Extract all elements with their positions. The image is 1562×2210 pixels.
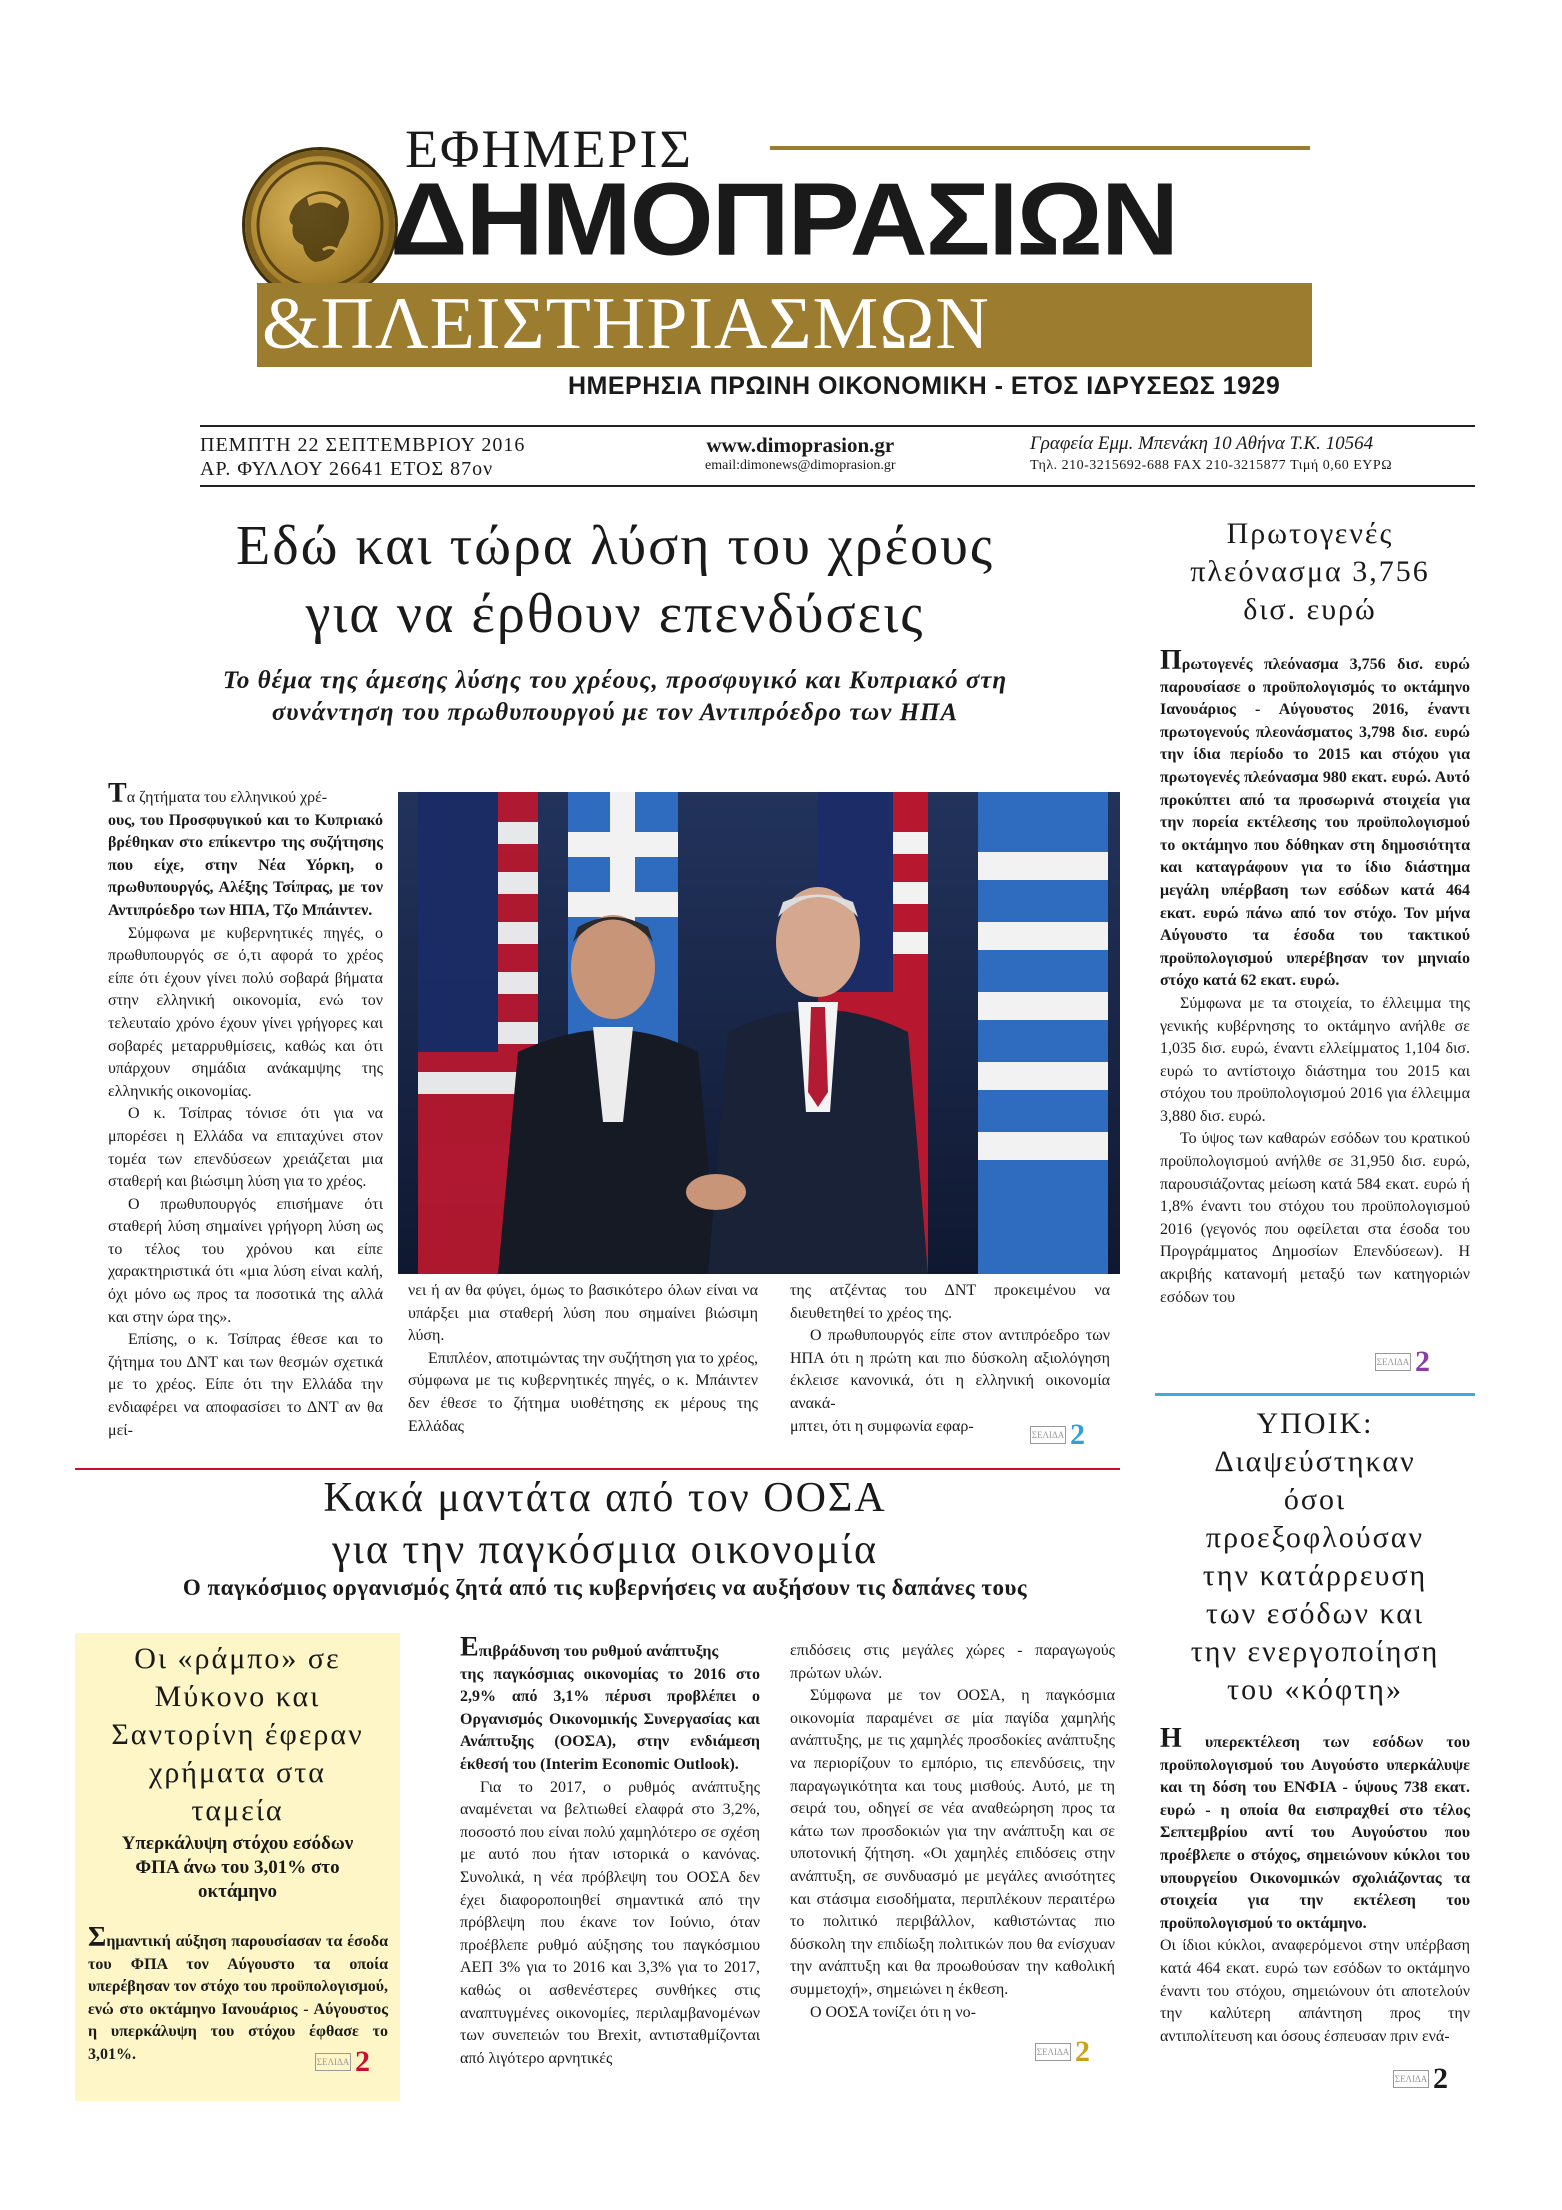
paragraph: Επίσης, ο κ. Τσίπρας έθεσε και το ζήτημα του ΔΝΤ και των θεσμών σχετικά με το χρέος. Είπε ότι την Ελλάδα την ενδιαφέρει να αποφασίσει το ΔΝΤ αν θα μεί-: [108, 1331, 383, 1439]
issue-sheet: ΑΡ. ΦΥΛΛΟΥ 26641 ΕΤΟΣ 87ον: [200, 458, 494, 480]
paragraph: μπτει, ότι η συμφωνία εφαρ-: [790, 1417, 974, 1435]
website-link[interactable]: www.dimoprasion.gr: [706, 433, 895, 457]
greek-flag-right: [978, 792, 1108, 1274]
contact-address: [1030, 433, 1392, 477]
dropcap: Τ: [108, 778, 127, 809]
paragraph: Ο ΟΟΣΑ τονίζει ότι η νο-: [810, 2003, 976, 2021]
paragraph: Σύμφωνα με κυβερνητικές πηγές, ο πρωθυπουργός σε ό,τι αφορά το χρέος είπε ότι έχουν γίνει πολύ σοβαρά βήματα στην ελληνική οικονομία, ενώ τον τελευταίο χρόνο έχουν γίνει γρήγορες και σοβαρές μεταρρυθμίσεις, καθώς και ότι υπάρχουν σημάδια ανάκαμψης της ελληνικής οικονομίας.: [108, 924, 383, 1100]
main-headline: [105, 512, 1125, 648]
rambo-subtitle-line1: Υπερκάλυψη στόχου εσόδων: [121, 1833, 354, 1854]
page-ref-tag: ΣΕΛΙΔΑ: [1035, 2043, 1071, 2061]
main-story-col3: [790, 1280, 1110, 1438]
page-ref-tag: ΣΕΛΙΔΑ: [1375, 1353, 1411, 1371]
main-subhead: [100, 665, 1130, 729]
address-text: Γραφεία Εμμ. Μπενάκη 10 Αθήνα Τ.Κ. 10564: [1030, 433, 1374, 454]
lead-paragraph: ημαντική αύξηση παρουσίασαν τα έσοδα του ΦΠΑ τον Αύγουστο τα οποία υπερέβησαν τον στόχο του προϋπολογισμού, ενώ στο οκτάμηνο Ιανουάριος - Αύγουστος η υπερκάλυψη του στόχου έφθασε το 3,01%.: [88, 1933, 388, 2063]
paragraph: Επιπλέον, αποτιμώντας την συζήτηση για το χρέος, σύμφωνα με τις κυβερνητικές πηγές, ο κ. Μπάιντεν δεν έθεσε το ζήτημα υιοθέτησης εκ μέρους της Ελλάδας: [408, 1349, 758, 1435]
page-ref-number: 2: [1070, 1418, 1085, 1451]
rambo-subtitle: [80, 1832, 395, 1904]
masthead-line3: &ΠΛΕΙΣΤΗΡΙΑΣΜΩΝ: [262, 283, 990, 365]
rambo-title-line4: χρήματα στα: [149, 1756, 326, 1789]
dropcap: Ε: [460, 1632, 479, 1663]
sidebar-bottom-body: [1160, 1723, 1470, 2048]
main-story-col1: [108, 778, 383, 1442]
page-ref-number: 2: [1075, 2035, 1090, 2068]
sidebar-bottom-title: [1160, 1405, 1470, 1709]
page-ref-tag: ΣΕΛΙΔΑ: [1393, 2070, 1429, 2088]
oosa-col1: [460, 1632, 760, 2070]
paragraph: επιδόσεις στις μεγάλες χώρες - παραγωγούς πρώτων υλών.: [790, 1642, 1115, 1682]
page-ref-oosa[interactable]: [1035, 2035, 1090, 2069]
dropcap: Π: [1160, 645, 1182, 676]
lead-paragraph: υπερεκτέλεση των εσόδων του προϋπολογισμού του Αυγούστο υπερκάλυψε και τη δόση του ΕΝΦΙΑ - ύψους 738 εκατ. ευρώ - η οποία θα εισπραχθεί στο τέλος Σεπτεμβρίου αντί του Αυγούστου που προέβλεπε ο στόχος, σημειώνουν κύκλοι του υπουργείου Οικονομικών σχολιάζοντας τα στοιχεία για την εκτέλεση του προϋπολογισμού το οκτάμηνο.: [1160, 1734, 1470, 1932]
sidebar-top-title-line1: Πρωτογενές: [1226, 517, 1394, 550]
email-link[interactable]: email:dimonews@dimoprasion.gr: [705, 458, 896, 473]
section-divider-red: [75, 1468, 1120, 1470]
masthead-gold-rule: [770, 146, 1310, 150]
sidebar-bottom-title-line4: προεξοφλούσαν: [1205, 1521, 1425, 1554]
sidebar-top-title: [1160, 515, 1460, 629]
page-ref-sidebar-bottom[interactable]: [1393, 2062, 1448, 2096]
paragraph: Οι ίδιοι κύκλοι, αναφερόμενοι στην υπέρβαση κατά 464 εκατ. ευρώ των εσόδων το οκτάμηνο έναντι του στόχου, σημειώνουν ότι αποτελούν την καλύτερη απάντηση προς την αντιπολίτευση και όσους έσπευσαν πριν ενά-: [1160, 1937, 1470, 2045]
masthead-tagline: ΗΜΕΡΗΣΙΑ ΠΡΩΙΝΗ ΟΙΚΟΝΟΜΙΚΗ - ΕΤΟΣ ΙΔΡΥΣΕΩΣ 1929: [568, 372, 1281, 400]
page-ref-number: 2: [1415, 1345, 1430, 1378]
rambo-title-line2: Μύκονο και: [154, 1680, 321, 1713]
sidebar-divider-blue: [1155, 1393, 1475, 1396]
lead-paragraph: της παγκόσμιας οικονομίας το 2016 στο 2,9% από 3,1% πέρυσι προβλέπει ο Οργανισμός Οικονομικής Συνεργασίας και Ανάπτυξης (ΟΟΣΑ), στην ενδιάμεση έκθεσή του (Interim Economic Outlook).: [460, 1665, 760, 1773]
sidebar-bottom-title-line8: του «κόφτη»: [1227, 1673, 1403, 1706]
main-subhead-line1: Το θέμα της άμεσης λύσης του χρέους, προσφυγικό και Κυπριακό στη: [222, 667, 1008, 694]
paragraph: Για το 2017, ο ρυθμός ανάπτυξης αναμένεται να βελτιωθεί ελαφρά στο 3,2%, ποσοστό που είναι πολύ χαμηλότερο σε σχέση με αυτό που ήταν ιστορικά ο κανόνας. Συνολικά, η νέα πρόβλεψη του ΟΟΣΑ δεν έχει διαφοροποιηθεί σημαντικά από την πρόβλεψη που έκανε τον Ιούνιο, όταν προέβλεπε ρυθμό αύξησης του παγκόσμιου ΑΕΠ 3% για το 2016 και 3,3% για το 2017, καθώς οι ασθενέστερες συνθήκες στις αναπτυγμένες οικονομίες, περιλαμβανομένων των συνεπειών του Brexit, αντισταθμίζονται από λιγότερο αρνητικές: [460, 1778, 760, 2067]
rambo-title-line3: Σαντορίνη έφεραν: [111, 1718, 364, 1751]
rambo-subtitle-line2: ΦΠΑ άνω του 3,01% στο: [135, 1857, 340, 1878]
contact-web: [705, 433, 896, 474]
lead-paragraph: ρωτογενές πλεόνασμα 3,756 δισ. ευρώ παρουσίασε ο προϋπολογισμός το οκτάμηνο Ιανουάριος - Αύγουστος 2016, έναντι πρωτογενούς πλεονάσματος 3,798 δισ. ευρώ την ίδια περίοδο το 2015 και στόχου για πρωτογενές πλεόνασμα 980 εκατ. ευρώ. Αυτό προκύπτει από τα προσωρινά στοιχεία για την πορεία εκτέλεσης του προϋπολογισμού το οκτάμηνο που δόθηκαν στη δημοσιότητα και καταγράφουν για το ίδιο διάστημα μεγάλη υπέρβαση των εσόδων κατά 464 εκατ. ευρώ πάνω από τον στόχο. Τον μήνα Αύγουστο τα έσοδα του τακτικού προϋπολογισμού υπερέβησαν τον μηνιαίο στόχο κατά 62 εκατ. ευρώ.: [1160, 656, 1470, 990]
oosa-headline-line2: για την παγκόσμια οικονομία: [331, 1527, 879, 1573]
sidebar-top-body: [1160, 645, 1470, 1309]
rambo-title-line5: ταμεία: [191, 1794, 284, 1827]
dropcap: Η: [1160, 1723, 1182, 1754]
page-ref-rambo[interactable]: [315, 2045, 370, 2079]
main-subhead-line2: συνάντηση του πρωθυπουργού με τον Αντιπρόεδρο των ΗΠΑ: [271, 699, 959, 726]
phone-price-text: Τηλ. 210-3215692-688 FAX 210-3215877 Τιμή 0,60 ΕΥΡΩ: [1030, 458, 1393, 473]
page-ref-tag: ΣΕΛΙΔΑ: [1030, 1426, 1066, 1444]
lead-start: α ζητήματα του ελληνικού χρέ-: [126, 789, 328, 806]
page-ref-tag: ΣΕΛΙΔΑ: [315, 2053, 351, 2071]
paragraph: Το ύψος των καθαρών εσόδων του κρατικού προϋπολογισμού ανήλθε σε 31,950 δισ. ευρώ, παρουσιάζοντας μείωση κατά 584 εκατ. ευρώ ή 1,8% έναντι του στόχου του προϋπολογισμού 2016 (γεγονός που οφείλεται στα έσοδα του Προγράμματος Δημοσίων Επενδύσεων). Η ακριβής κατανομή μεταξύ των κατηγοριών εσόδων του: [1160, 1130, 1470, 1306]
paragraph: Σύμφωνα με τον ΟΟΣΑ, η παγκόσμια οικονομία παραμένει σε μία παγίδα χαμηλής ανάπτυξης, με τις χαμηλές προσδοκίες ανάπτυξης να περιορίζουν το εμπόριο, τις επενδύσεις, την παραγωγικότητα και τους μισθούς. Αυτό, με τη σειρά του, οδηγεί σε νέα αναθεώρηση προς τα κάτω των προσδοκιών για την ανάπτυξη και σε υποτονική ζήτηση. «Οι χαμηλές επιδόσεις στην ανάπτυξη, σε συνδυασμό με μεγάλες ανισότητες και στάσιμα εισοδήματα, περιπλέκουν περαιτέρω το πολιτικό περιβάλλον, καθιστώντας πιο δύσκολη την επιδίωξη πολιτικών που θα ενίσχυαν την ανάπτυξη και θα προωθούσαν την καθολική συμμετοχή», σημειώνει η έκθεση.: [790, 1687, 1115, 1998]
sidebar-bottom-title-line5: την κατάρρευση: [1202, 1559, 1428, 1592]
paragraph: της ατζέντας του ΔΝΤ προκειμένου να διευθετηθεί το χρέος της.: [790, 1282, 1110, 1322]
coin-portrait-icon: [245, 150, 395, 300]
oosa-subhead: Ο παγκόσμιος οργανισμός ζητά από τις κυβερνήσεις να αυξήσουν τις δαπάνες τους: [182, 1575, 1028, 1600]
dropcap: Σ: [88, 1922, 107, 1953]
page-ref-sidebar-top[interactable]: [1375, 1345, 1430, 1379]
oosa-headline: [90, 1472, 1120, 1576]
main-story-col2: [408, 1280, 758, 1438]
sidebar-bottom-title-line2: Διαψεύστηκαν: [1214, 1445, 1416, 1478]
sidebar-bottom-title-line7: την ενεργοποίηση: [1190, 1635, 1440, 1668]
page-ref-main[interactable]: [1030, 1418, 1085, 1452]
oosa-col2: [790, 1640, 1115, 2024]
main-photo: [398, 792, 1120, 1274]
sidebar-bottom-title-line1: ΥΠΟΙΚ:: [1256, 1407, 1374, 1440]
issue-info: [200, 433, 525, 481]
sidebar-bottom-title-line6: των εσόδων και: [1205, 1597, 1425, 1630]
masthead-title: ΔΗΜΟΠΡΑΣΙΩΝ: [390, 161, 1177, 277]
sidebar-bottom-title-line3: όσοι: [1283, 1483, 1347, 1516]
masthead-coin-logo: [245, 150, 395, 300]
paragraph: Ο πρωθυπουργός είπε στον αντιπρόεδρο των ΗΠΑ ότι η πρώτη και πιο δύσκολη αξιολόγηση έκλεισε κανονικά, ότι η ελληνική οικονομία ανακά-: [790, 1327, 1110, 1412]
main-headline-line2: για να έρθουν επενδύσεις: [305, 583, 925, 645]
issue-date: ΠΕΜΠΤΗ 22 ΣΕΠΤΕΜΒΡΙΟΥ 2016: [200, 434, 526, 456]
rambo-title-line1: Οι «ράμπο» σε: [134, 1642, 341, 1675]
main-headline-line1: Εδώ και τώρα λύση του χρέους: [235, 515, 995, 577]
sidebar-top-title-line3: δισ. ευρώ: [1243, 593, 1377, 626]
oosa-headline-line1: Κακά μαντάτα από τον ΟΟΣΑ: [323, 1475, 887, 1521]
lead-start: πιβράδυνση του ρυθμού ανάπτυξης: [478, 1643, 719, 1660]
lead-paragraph: ους, του Προσφυγικού και το Κυπριακό βρέθηκαν στο επίκεντρο της συζήτησης που είχε, στην Νέα Υόρκη, ο πρωθυπουργός, Αλέξης Τσίπρας, με τον Αντιπρόεδρο των ΗΠΑ, Τζο Μπάιντεν.: [108, 811, 383, 919]
header-rule-bottom: [200, 485, 1475, 487]
header-rule-top: [200, 425, 1475, 427]
sidebar-top-title-line2: πλεόνασμα 3,756: [1190, 555, 1430, 588]
paragraph: Σύμφωνα με τα στοιχεία, το έλλειμμα της γενικής κυβέρνησης το οκτάμηνο ανήλθε σε 1,035 δισ. ευρώ, έναντι ελλείμματος 1,104 δισ. ευρώ το αντίστοιχο διάστημα του 2015 και στόχου του προϋπολογισμού 2016 για έλλειμμα 3,880 δισ. ευρώ.: [1160, 994, 1470, 1125]
page-ref-number: 2: [1433, 2062, 1448, 2095]
page-ref-number: 2: [355, 2045, 370, 2078]
paragraph: νει ή αν θα φύγει, όμως το βασικότερο όλων είναι να υπάρξει μια σταθερή λύση που σημαίνει βιώσιμη λύση.: [408, 1282, 758, 1345]
photo-handshake-illustration: [398, 792, 1120, 1274]
rambo-title: [80, 1640, 395, 1830]
paragraph: Ο πρωθυπουργός επισήμανε ότι σταθερή λύση σημαίνει γρήγορη λύση ως το τέλος του χρόνου και είπε χαρακτηριστικά ότι «μια λύση είναι καλή, όχι μόνο ως προς τα ποσοτικά της αλλά και στην ώρα της».: [108, 1195, 383, 1326]
rambo-subtitle-line3: οκτάμηνο: [198, 1881, 277, 1902]
handshake: [686, 1174, 746, 1210]
masthead-line1: ΕΦΗΜΕΡΙΣ: [405, 119, 693, 179]
paragraph: Ο κ. Τσίπρας τόνισε ότι για να μπορέσει η Ελλάδα να επιταχύνει στον τομέα των επενδύσεων χρειάζεται μια σταθερή και βιώσιμη λύση για το χρέος.: [108, 1105, 383, 1191]
